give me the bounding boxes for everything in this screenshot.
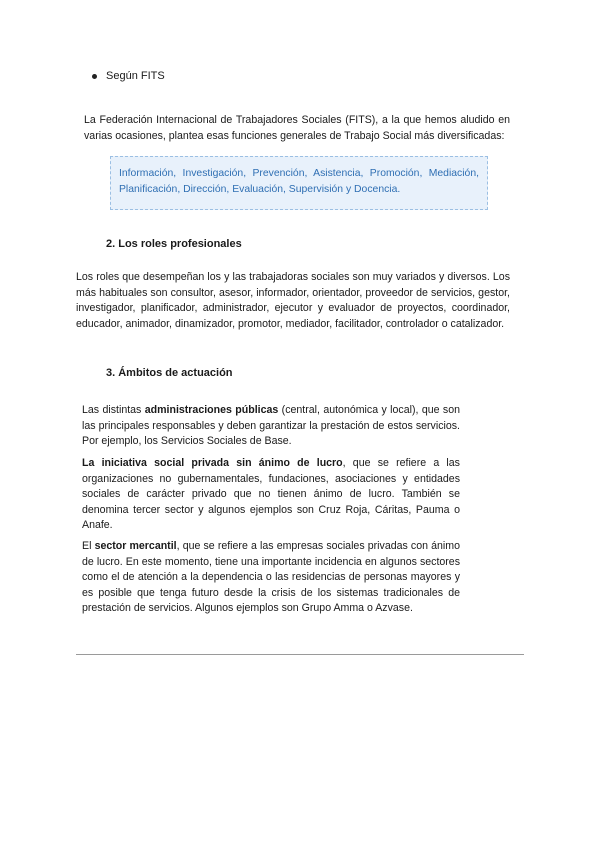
ambito-public-bold: administraciones públicas [144, 404, 279, 416]
ambito-public-paragraph [82, 403, 460, 450]
ambito-mercantil-paragraph [82, 539, 460, 617]
bullet-dot-icon [92, 74, 97, 79]
fits-paragraph: La Federación Internacional de Trabajadores Sociales (FITS), a la que hemos aludido en varias ocasiones, plantea esas funciones generales de Trabajo Social más diversificadas: [84, 114, 510, 142]
functions-box: Información, Investigación, Prevención, Asistencia, Promoción, Mediación, Planificación, Dirección, Evaluación, Supervisión y Docencia. [110, 156, 488, 210]
ambito-public-post: (central, autonómica y local), que son las principales responsables y deben garantizar la prestación de estos servicios. Por ejemplo, los Servicios Sociales de Base. [82, 404, 460, 447]
ambito-public-pre: Las distintas [82, 404, 145, 416]
section-heading-ambitos: 3. Ámbitos de actuación [106, 367, 233, 379]
ambito-nonprofit-paragraph [82, 456, 460, 534]
bullet-item [92, 70, 165, 82]
ambito-mercantil-post: , que se refiere a las empresas sociales privadas con ánimo de lucro. En este momento, tiene una importante incidencia en algunos sectores como el de atención a la dependencia o las residencias de personas mayores y es posible que tenga futuro desde la crisis de los sistemas tradicionales de prestación de servicios. Algunos ejemplos son Grupo Amma o Azvase. [82, 540, 461, 614]
ambito-nonprofit-post: , que se refiere a las organizaciones no gubernamentales, fundaciones, asociaciones y entidades sociales de carácter privado que no tienen ánimo de lucro. También se denomina tercer sector y algunos ejemplos son Cruz Roja, Cáritas, Pauma o Anafe. [82, 457, 460, 531]
ambito-mercantil-pre: El [82, 540, 95, 552]
horizontal-divider [76, 654, 524, 655]
section-heading-roles: 2. Los roles profesionales [106, 238, 242, 250]
ambito-nonprofit-bold: La iniciativa social privada sin ánimo de lucro [82, 457, 343, 469]
ambito-mercantil-bold: sector mercantil [94, 540, 177, 552]
roles-paragraph: Los roles que desempeñan los y las trabajadoras sociales son muy variados y diversos. Los más habituales son consultor, asesor, informador, orientador, proveedor de servicios, gestor, investigador, planificador, administrador, ejecutor y evaluador de proyectos, coordinador, educador, animador, dinamizador, promotor, mediador, facilitador, controlador o catalizador. [76, 271, 510, 330]
bullet-text: Según FITS [106, 70, 165, 82]
